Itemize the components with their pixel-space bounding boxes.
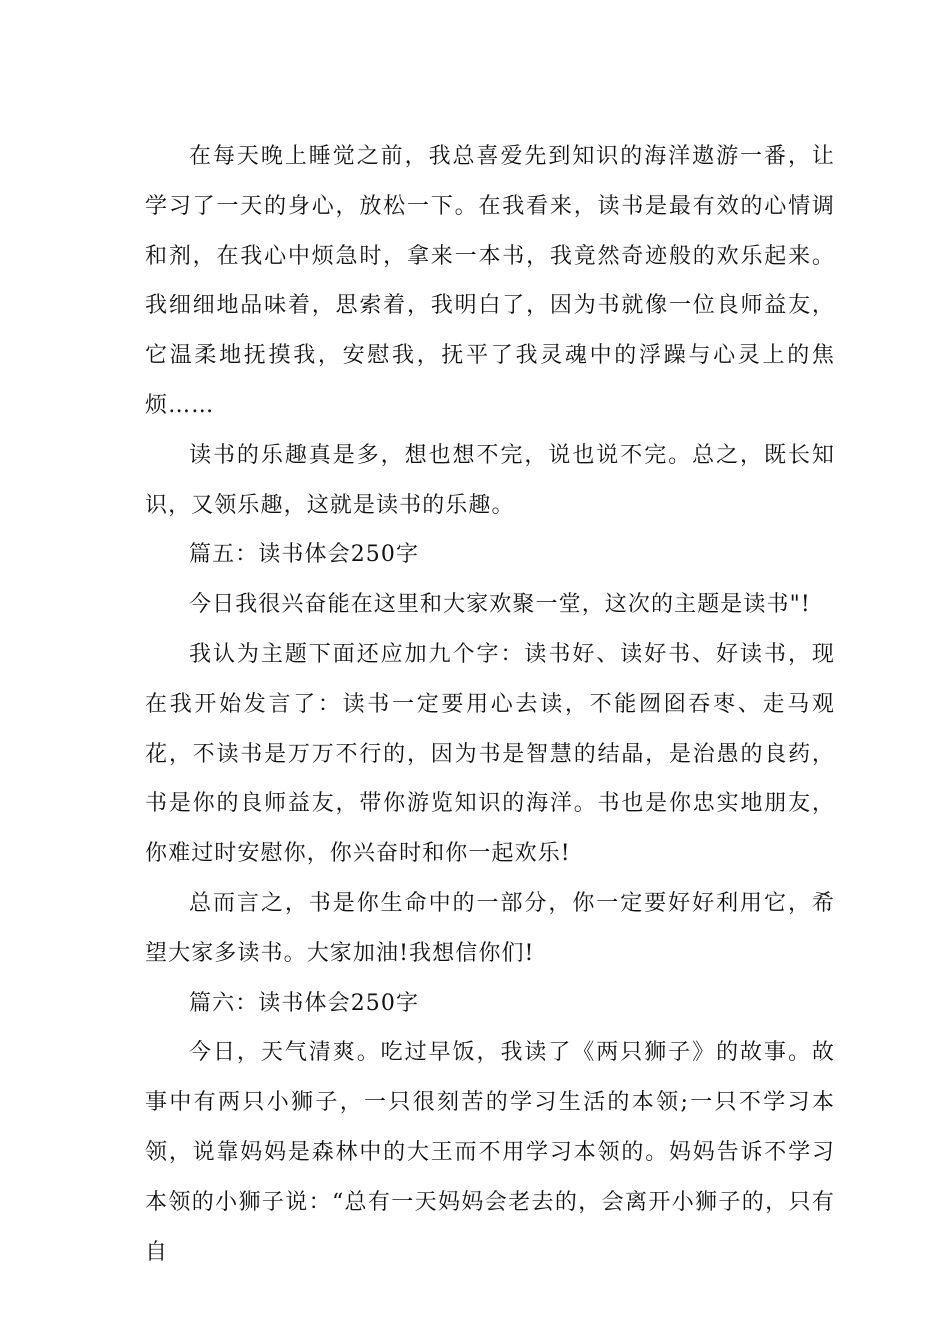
document-body xyxy=(145,132,835,1277)
paragraph-greeting: 今日我很兴奋能在这里和大家欢聚一堂，这次的主题是读书"! xyxy=(189,592,811,618)
section-heading-six: 篇六：读书体会250字 xyxy=(189,990,420,1016)
paragraph-nine-words: 我认为主题下面还应加九个字：读书好、读好书、好读书，现在我开始发言了：读书一定要用心去读，不能囫囵吞枣、走马观花，不读书是万万不行的，因为书是智慧的结晶，是治愚的良药，书是你的良师益友，带你游览知识的海洋。书也是你忠实地朋友，你难过时安慰你，你兴奋时和你一起欢乐! xyxy=(145,641,835,867)
paragraph-conclusion: 总而言之，书是你生命中的一部分，你一定要好好利用它，希望大家多读书。大家加油!我想信你们! xyxy=(145,890,835,966)
paragraph-evening-reading: 在每天晚上睡觉之前，我总喜爱先到知识的海洋遨游一番，让学习了一天的身心，放松一下。在我看来，读书是最有效的心情调和剂，在我心中烦急时，拿来一本书，我竟然奇迹般的欢乐起来。我细细地品味着，思索着，我明白了，因为书就像一位良师益友，它温柔地抚摸我，安慰我，抚平了我灵魂中的浮躁与心灵上的焦烦…… xyxy=(145,144,835,418)
paragraph-reading-joy: 读书的乐趣真是多，想也想不完，说也说不完。总之，既长知识，又领乐趣，这就是读书的乐趣。 xyxy=(145,442,835,518)
section-heading-five: 篇五：读书体会250字 xyxy=(189,542,420,568)
paragraph-two-lions: 今日，天气清爽。吃过早饭，我读了《两只狮子》的故事。故事中有两只小狮子，一只很刻苦的学习生活的本领;一只不学习本领，说靠妈妈是森林中的大王而不用学习本领的。妈妈告诉不学习本领的小狮子说：“总有一天妈妈会老去的，会离开小狮子的，只有自 xyxy=(145,1040,835,1265)
